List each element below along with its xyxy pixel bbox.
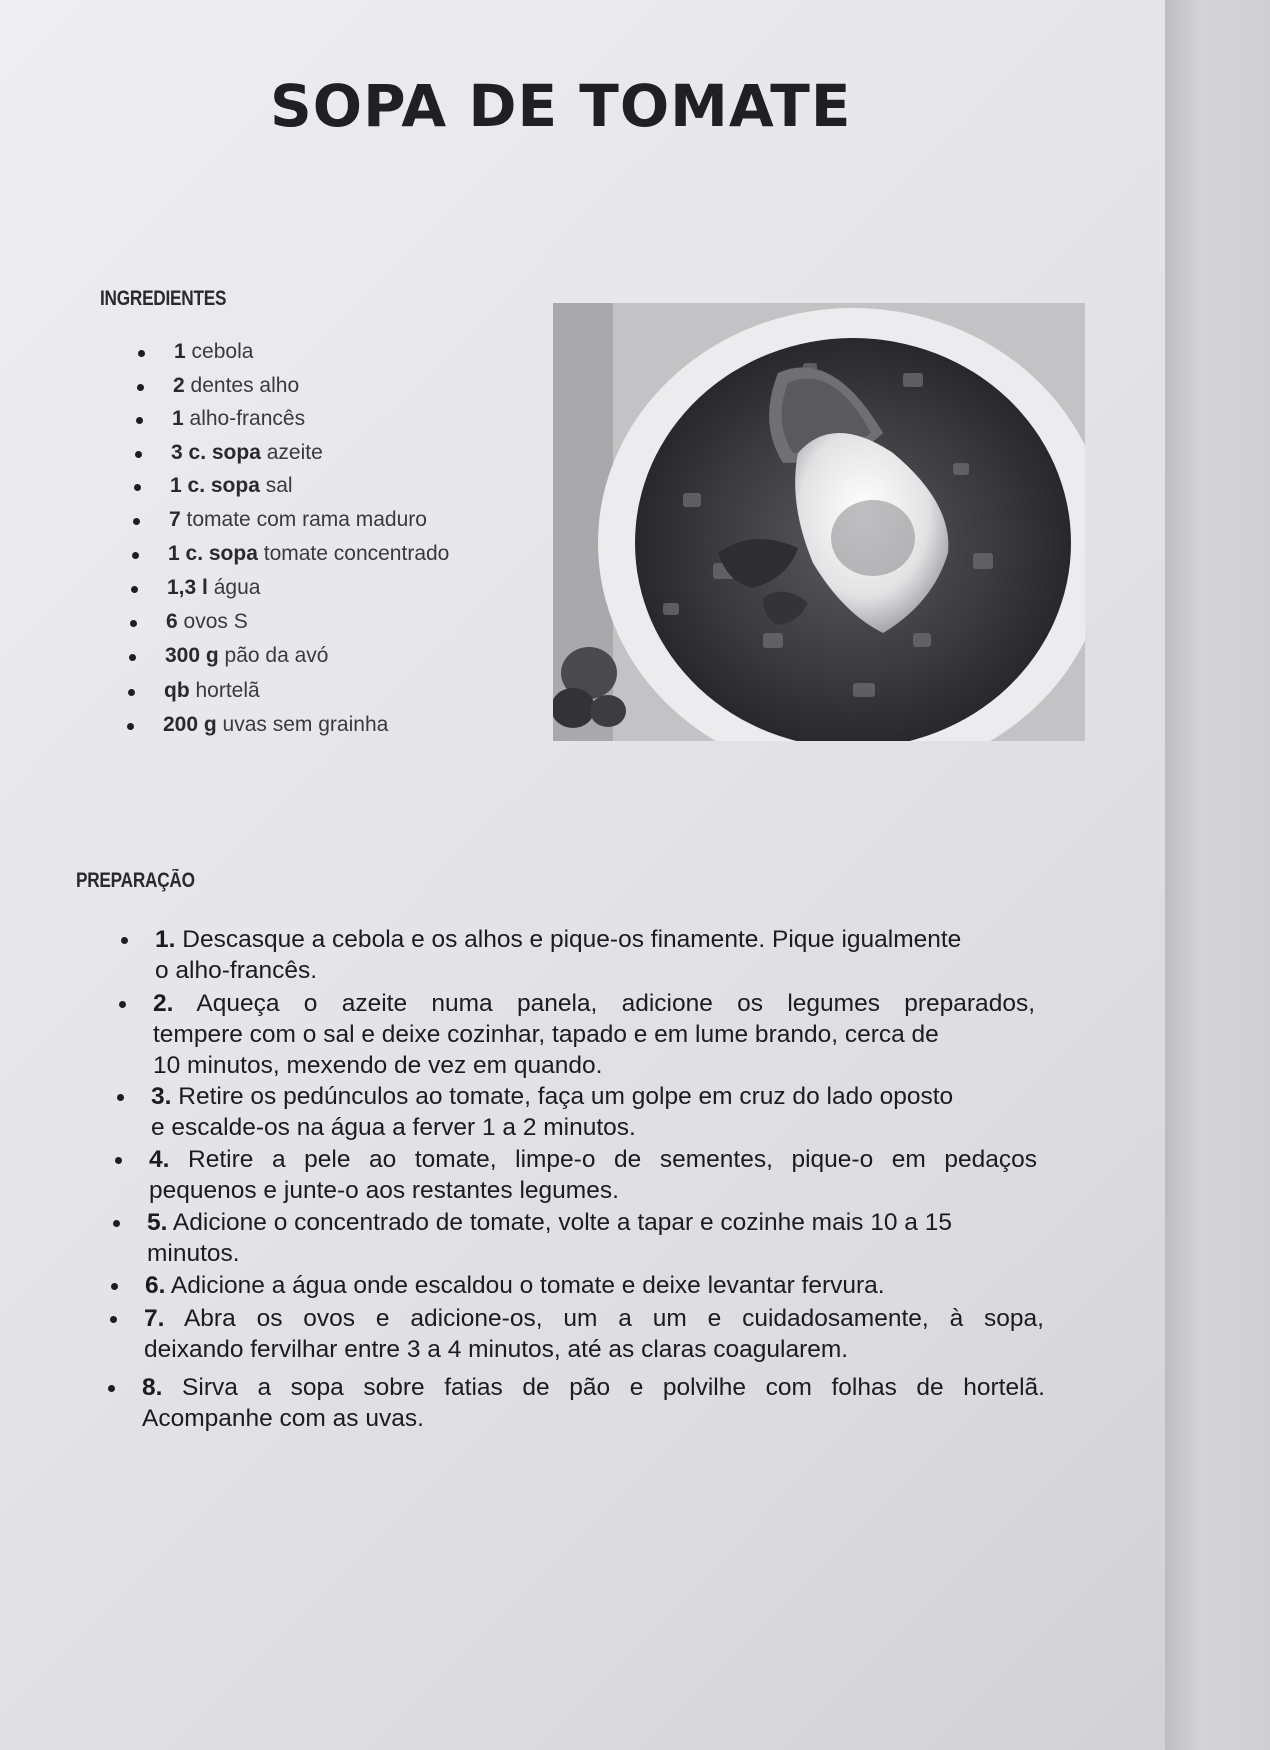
step-text: Retire os pedúnculos ao tomate, faça um golpe em cruz do lado oposto xyxy=(178,1083,954,1110)
step-line: e escalde-os na água a ferver 1 a 2 minutos. xyxy=(151,1114,636,1141)
ingredient-qty: 1 xyxy=(172,407,184,430)
bullet-icon xyxy=(117,1094,124,1101)
step-number: 4. xyxy=(149,1146,170,1173)
ingredient-text: uvas sem grainha xyxy=(222,713,389,736)
step-item xyxy=(151,1081,1036,1143)
bullet-icon xyxy=(128,689,135,696)
bullet-icon xyxy=(110,1316,117,1323)
bullet-icon xyxy=(132,552,139,559)
ingredient-qty: 300 g xyxy=(165,644,219,667)
ingredient-qty: 1 c. sopa xyxy=(168,542,258,565)
step-item xyxy=(145,1270,1035,1301)
step-number: 1. xyxy=(155,926,176,953)
step-number: 3. xyxy=(151,1083,172,1110)
bullet-icon xyxy=(136,417,143,424)
step-number: 7. xyxy=(144,1305,165,1332)
bullet-icon xyxy=(130,620,137,627)
step-line xyxy=(153,988,1035,1019)
step-line xyxy=(149,1144,1037,1175)
step-text: Retire a pele ao tomate, limpe-o de sementes, pique-o em pedaços xyxy=(188,1146,1037,1173)
bullet-icon xyxy=(127,723,134,730)
ingredient-item xyxy=(169,508,427,532)
step-item xyxy=(144,1303,1044,1365)
step-item xyxy=(147,1207,1037,1269)
ingredient-item xyxy=(165,644,328,668)
step-text: Descasque a cebola e os alhos e pique-os finamente. Pique igualmente xyxy=(182,926,962,953)
step-item xyxy=(142,1372,1045,1434)
step-number: 8. xyxy=(142,1374,163,1401)
step-text: Adicione a água onde escaldou o tomate e deixe levantar fervura. xyxy=(170,1272,885,1299)
step-line xyxy=(142,1372,1045,1403)
ingredient-item xyxy=(164,679,260,703)
ingredient-text: sal xyxy=(265,474,293,497)
bullet-icon xyxy=(111,1283,118,1290)
preparation-heading: PREPARAÇÃO xyxy=(76,869,195,892)
recipe-title: SOPA DE TOMATE xyxy=(270,72,852,140)
step-number: 6. xyxy=(145,1272,166,1299)
step-item xyxy=(149,1144,1037,1206)
step-number: 5. xyxy=(147,1209,168,1236)
step-line: o alho-francês. xyxy=(155,957,318,984)
ingredient-item xyxy=(163,713,388,737)
step-text: Aqueça o azeite numa panela, adicione os legumes preparados, xyxy=(196,990,1035,1017)
ingredient-qty: 3 c. sopa xyxy=(171,441,261,464)
ingredient-text: tomate com rama maduro xyxy=(186,508,427,531)
ingredient-text: azeite xyxy=(266,441,323,464)
step-text: Sirva a sopa sobre fatias de pão e polvilhe com folhas de hortelã. xyxy=(182,1374,1045,1401)
background-surface xyxy=(1165,0,1270,1750)
ingredient-qty: qb xyxy=(164,679,190,702)
bullet-icon xyxy=(129,654,136,661)
bullet-icon xyxy=(119,1001,126,1008)
soup-bowl-image xyxy=(553,303,1085,741)
step-line xyxy=(155,924,1035,955)
bullet-icon xyxy=(115,1157,122,1164)
bullet-icon xyxy=(133,518,140,525)
step-line xyxy=(145,1270,1035,1301)
step-number: 2. xyxy=(153,990,174,1017)
ingredient-item xyxy=(168,542,449,566)
step-text: Abra os ovos e adicione-os, um a um e cuidadosamente, à sopa, xyxy=(183,1305,1044,1332)
step-line: minutos. xyxy=(147,1240,240,1267)
step-line: tempere com o sal e deixe cozinhar, tapado e em lume brando, cerca de xyxy=(153,1021,939,1048)
step-line xyxy=(144,1303,1044,1334)
ingredient-item xyxy=(173,374,299,398)
step-item xyxy=(153,988,1035,1081)
bullet-icon xyxy=(137,384,144,391)
bullet-icon xyxy=(135,451,142,458)
bullet-icon xyxy=(121,937,128,944)
ingredient-qty: 200 g xyxy=(163,713,217,736)
step-line: deixando fervilhar entre 3 a 4 minutos, até as claras coagularem. xyxy=(144,1336,849,1363)
ingredient-qty: 1,3 l xyxy=(167,576,208,599)
ingredient-text: pão da avó xyxy=(224,644,329,667)
ingredient-item xyxy=(166,610,248,634)
ingredient-text: dentes alho xyxy=(190,374,300,397)
ingredient-qty: 2 xyxy=(173,374,185,397)
ingredient-qty: 6 xyxy=(166,610,178,633)
ingredient-text: cebola xyxy=(191,340,254,363)
step-item xyxy=(155,924,1035,986)
bullet-icon xyxy=(113,1220,120,1227)
ingredient-qty: 7 xyxy=(169,508,181,531)
ingredient-item xyxy=(171,441,323,465)
ingredient-text: hortelã xyxy=(195,679,260,702)
step-line xyxy=(147,1207,1037,1238)
ingredient-item xyxy=(172,407,305,431)
step-line xyxy=(151,1081,1036,1112)
ingredient-text: ovos S xyxy=(183,610,248,633)
ingredient-text: alho-francês xyxy=(189,407,306,430)
ingredient-text: água xyxy=(213,576,261,599)
ingredients-heading: INGREDIENTES xyxy=(100,287,227,310)
bullet-icon xyxy=(131,586,138,593)
ingredient-item xyxy=(174,340,253,364)
ingredient-qty: 1 c. sopa xyxy=(170,474,260,497)
soup-photo xyxy=(553,303,1085,741)
bullet-icon xyxy=(108,1385,115,1392)
step-line: pequenos e junte-o aos restantes legumes. xyxy=(149,1177,619,1204)
ingredient-qty: 1 xyxy=(174,340,186,363)
ingredient-item xyxy=(170,474,293,498)
step-text: Adicione o concentrado de tomate, volte a tapar e cozinhe mais 10 a 15 xyxy=(172,1209,952,1236)
ingredient-text: tomate concentrado xyxy=(263,542,450,565)
bullet-icon xyxy=(138,350,145,357)
step-line: Acompanhe com as uvas. xyxy=(142,1405,424,1432)
ingredient-item xyxy=(167,576,260,600)
bullet-icon xyxy=(134,484,141,491)
step-line: 10 minutos, mexendo de vez em quando. xyxy=(153,1052,603,1079)
